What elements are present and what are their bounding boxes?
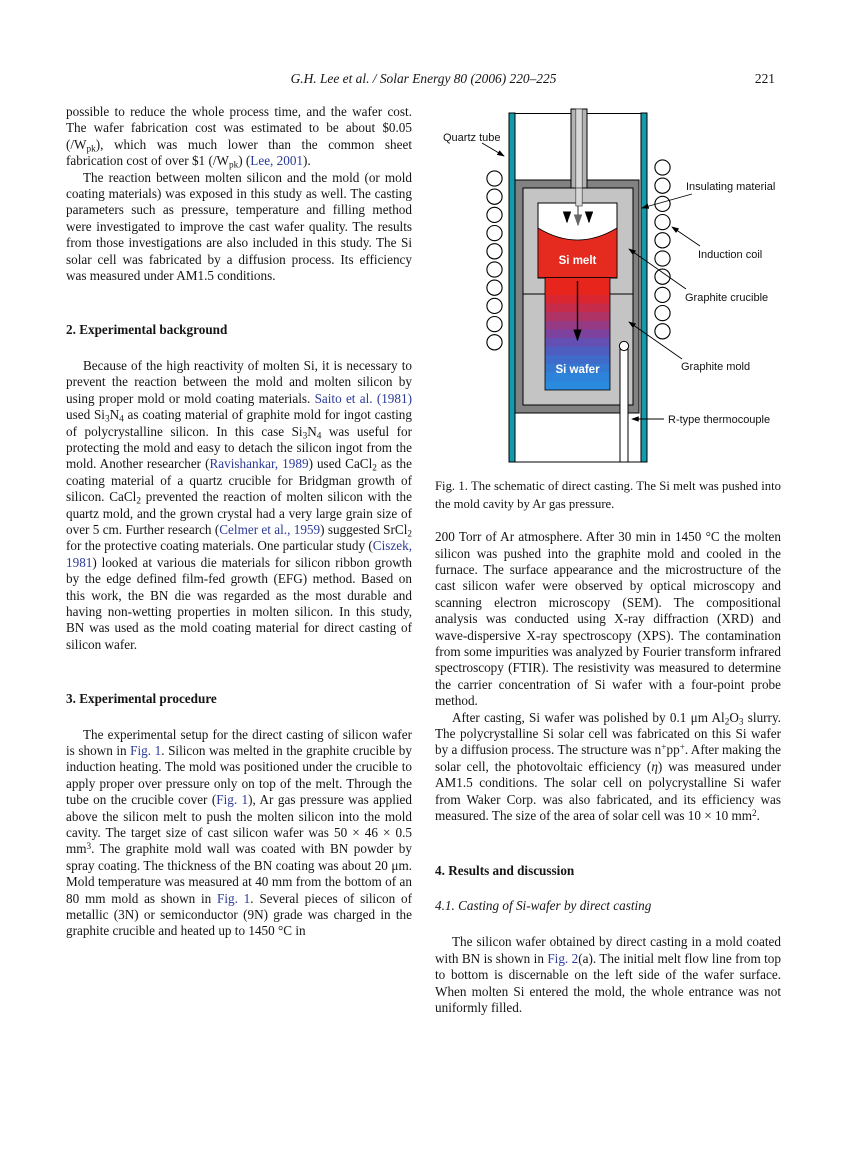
text-run: pk bbox=[228, 159, 239, 170]
page-number: 221 bbox=[754, 71, 775, 86]
running-head: G.H. Lee et al. / Solar Energy 80 (2006) 220–225 bbox=[290, 71, 557, 86]
text-run: slurry. The polycrystalline Si solar cell was fabricated on this Si wafer by a diffusion process. The structure was n bbox=[435, 709, 781, 758]
paragraph bbox=[66, 170, 412, 285]
figure-1-schematic bbox=[440, 105, 790, 470]
text-run: 3 bbox=[302, 429, 308, 440]
direct-casting-diagram bbox=[440, 105, 790, 470]
text-run: for the protective coating materials. One particular study ( bbox=[66, 538, 373, 554]
section-heading bbox=[66, 691, 412, 707]
right-column-text bbox=[435, 529, 781, 1016]
induction-coil-turn bbox=[655, 233, 670, 248]
text-run: ) was measured under AM1.5 conditions. The solar cell on polycrystalline Si wafer from Waker Corp. was also fabricated, and its efficiency was measured. The size of the area of solar cell was 10 × 10 mm bbox=[435, 758, 781, 824]
text-run: η bbox=[651, 758, 658, 774]
text-run: 2. Experimental background bbox=[66, 322, 228, 338]
text-run: 2 bbox=[407, 528, 412, 539]
label-quartz-tube: Quartz tube bbox=[443, 132, 501, 144]
thermocouple-tip bbox=[619, 341, 628, 350]
text-run: Because of the high reactivity of molten Si, it is necessary to prevent the reaction between the mold and molten silicon by using proper mold or mold coating materials. bbox=[66, 357, 412, 406]
label-graphite-mold: Graphite mold bbox=[681, 361, 751, 373]
label-si-melt: Si melt bbox=[558, 255, 597, 267]
text-run: The silicon wafer obtained by direct casting in a mold coated with BN is shown in bbox=[435, 934, 781, 966]
text-run: 4 bbox=[119, 413, 124, 424]
text-run: 2 bbox=[724, 715, 730, 726]
text-run: used Si bbox=[66, 407, 105, 423]
text-run: ). bbox=[303, 153, 311, 169]
subsection-heading bbox=[435, 898, 781, 914]
induction-coil-turn bbox=[655, 324, 670, 339]
paragraph bbox=[435, 529, 781, 709]
text-run: was useful for protecting the mold and easy to detach the silicon ingot from the mold. Another researcher ( bbox=[66, 423, 412, 472]
text-run: The experimental setup for the direct casting of silicon wafer is shown in bbox=[66, 726, 412, 758]
text-run: Fig. 1. The schematic of direct casting. The Si melt was pushed into the mold cavity by Ar gas pressure. bbox=[435, 479, 781, 511]
quartz-tube-right-wall bbox=[641, 113, 647, 462]
text-run: (a). The initial melt flow line from top to bottom is discernable on the left side of the wafer surface. When molten Si entered the mold, the whole entrance was not uniformly filled. bbox=[435, 950, 781, 1015]
text-run: 3 bbox=[86, 841, 92, 852]
label-r-type-thermocouple: R-type thermocouple bbox=[668, 414, 771, 426]
text-run: possible to reduce the whole process time, and the wafer cost. The wafer fabrication cost was estimated to be about $0.05 (/W bbox=[66, 104, 412, 152]
right-column bbox=[435, 105, 781, 1016]
paragraph bbox=[435, 934, 781, 1016]
text-run: N bbox=[109, 407, 120, 423]
induction-coil-turn bbox=[655, 160, 670, 175]
citation-link[interactable]: Fig. 1 bbox=[130, 743, 162, 758]
induction-coil-turn bbox=[487, 171, 502, 186]
citation-link[interactable]: Fig. 1 bbox=[217, 890, 251, 906]
text-run: . After making the solar cell, the photovoltaic efficiency ( bbox=[435, 742, 781, 774]
induction-coil-turn bbox=[487, 262, 502, 277]
induction-coil-turn bbox=[487, 280, 502, 295]
label-induction-coil: Induction coil bbox=[698, 249, 763, 261]
text-run: . The graphite mold wall was coated with BN powder by spray coating. The thickness of the BN coating was about 20 μm. Mold temperature was measured at 40 mm from the bottom of an 80 mm mold as shown in bbox=[66, 841, 412, 906]
text-run: The reaction between molten silicon and the mold (or mold coating materials) was exposed in this study as well. The casting parameters such as pressure, temperature and filling method were investigated to improve the cast wafer quality. The results from those investigations are also included in this study. The Si solar cell was fabricated by a diffusion process. Its efficiency was measured under AM1.5 conditions. bbox=[66, 169, 412, 284]
text-run: O bbox=[729, 709, 739, 725]
text-run: After casting, Si wafer was polished by 0.1 μm Al bbox=[452, 709, 725, 725]
text-run: 200 Torr of Ar atmosphere. After 30 min in 1450 °C the molten silicon was pushed into the graphite mold and cooled in the furnace. The surface appearance and the microstructure of the cast silicon wafer were observed by optical microscopy and scanning electron microscopy (SEM). The compositional analysis was conducted using X-ray diffraction (XRD) and wave-dispersive X-ray spectroscopy (XPS). The contamination from some impurities was analyzed by Fourier transform infrared spectroscopy (FTIR). The resistivity was measured to determine the carrier concentration of Si wafer with a four-point probe method. bbox=[435, 529, 781, 709]
induction-coil-turn bbox=[655, 287, 670, 302]
induction-coil-turn bbox=[487, 335, 502, 350]
citation-link[interactable]: Fig. 2 bbox=[547, 950, 579, 966]
induction-coil-turn bbox=[487, 244, 502, 259]
induction-coil-turn bbox=[487, 317, 502, 332]
section-heading bbox=[435, 863, 781, 879]
citation-link[interactable]: Lee, 2001 bbox=[250, 153, 304, 169]
gas-inlet-pipe-tip bbox=[576, 188, 582, 206]
paragraph bbox=[66, 104, 412, 170]
text-run: + bbox=[661, 742, 667, 753]
citation-link[interactable]: Saito et al. (1981) bbox=[314, 390, 412, 406]
label-graphite-crucible: Graphite crucible bbox=[685, 292, 769, 304]
induction-coil-turn bbox=[655, 306, 670, 321]
induction-coil-turn bbox=[655, 251, 670, 266]
text-run: as the coating material of a quartz crucible for Bridgman growth of silicon. CaCl bbox=[66, 456, 413, 505]
quartz-tube-leader bbox=[482, 143, 504, 156]
induction-coil-turn bbox=[487, 189, 502, 204]
text-run: 4 bbox=[316, 429, 322, 440]
label-si-wafer: Si wafer bbox=[555, 364, 600, 376]
induction-coil-turn bbox=[655, 178, 670, 193]
text-run: pk bbox=[86, 143, 96, 154]
text-run: ), Ar gas pressure was applied above the silicon melt to push the molten silicon into the mold cavity. The target size of cast silicon wafer was 50 × 46 × 0.5 mm bbox=[66, 792, 412, 857]
text-run: + bbox=[679, 742, 685, 753]
text-run: ) used CaCl bbox=[308, 456, 373, 472]
quartz-tube-left-wall bbox=[509, 113, 515, 462]
label-insulating-material: Insulating material bbox=[686, 181, 776, 193]
text-run: as coating material of graphite mold for ingot casting of polycrystalline silicon. In this case Si bbox=[66, 407, 412, 439]
text-run: pp bbox=[666, 742, 680, 758]
text-run: N bbox=[307, 423, 317, 439]
text-run: 2 bbox=[372, 462, 377, 473]
paragraph bbox=[435, 710, 781, 825]
paragraph bbox=[66, 358, 412, 653]
text-run: prevented the reaction of molten silicon with the quartz mold, and the grown crystal had a very large grain size of over 5 cm. Further research ( bbox=[66, 489, 412, 537]
gas-inlet-pipe-bore bbox=[576, 109, 582, 188]
text-run: . Silicon was melted in the graphite crucible by induction heating. The mold was positioned under the crucible to apply proper over pressure only on top of the melt. Through the tube on the crucible cover ( bbox=[66, 743, 412, 808]
text-run: 2 bbox=[752, 807, 757, 818]
section-heading bbox=[66, 322, 412, 338]
thermocouple-tube bbox=[620, 346, 628, 462]
text-run: 3 bbox=[738, 715, 744, 726]
left-column bbox=[66, 104, 412, 940]
text-run: 4.1. Casting of Si-wafer by direct casting bbox=[435, 897, 652, 913]
paragraph bbox=[66, 727, 412, 940]
induction-coil-turn bbox=[655, 215, 670, 230]
text-run: 4. Results and discussion bbox=[435, 862, 575, 878]
page-header bbox=[66, 71, 781, 89]
figure-1-caption bbox=[435, 478, 781, 513]
text-run: ) suggested SrCl bbox=[320, 521, 408, 537]
caption-text bbox=[435, 478, 781, 513]
induction-coil-leader bbox=[672, 227, 700, 246]
citation-link[interactable]: Fig. 1 bbox=[216, 792, 249, 808]
citation-link[interactable]: Ciszek, 1981 bbox=[66, 538, 412, 570]
induction-coil-turn bbox=[487, 207, 502, 222]
induction-coil-turn bbox=[487, 226, 502, 241]
text-run: 3 bbox=[104, 413, 110, 424]
text-run: ), which was much lower than the common sheet fabrication cost of over $1 (/W bbox=[66, 136, 412, 169]
induction-coil-turn bbox=[487, 298, 502, 313]
text-run: ) looked at various die materials for silicon ribbon growth by the edge defined film-fed growth (EFG) method. Based on this work, the BN die was regarded as the most durable and having non-wetting properties in molten silicon. In this study, BN was used as the mold coating material for direct casting of silicon wafer. bbox=[66, 554, 412, 652]
text-run: . bbox=[756, 808, 760, 824]
text-run: ) ( bbox=[238, 153, 251, 169]
text-run: 2 bbox=[136, 495, 141, 506]
text-run: 3. Experimental procedure bbox=[66, 691, 217, 707]
citation-link[interactable]: Ravishankar, 1989 bbox=[209, 456, 309, 472]
text-run: . Several pieces of silicon of metallic (3N) or semiconductor (9N) grade was charged in the graphite crucible and heated up to 1450 °C in bbox=[66, 890, 412, 939]
citation-link[interactable]: Celmer et al., 1959 bbox=[219, 521, 321, 537]
